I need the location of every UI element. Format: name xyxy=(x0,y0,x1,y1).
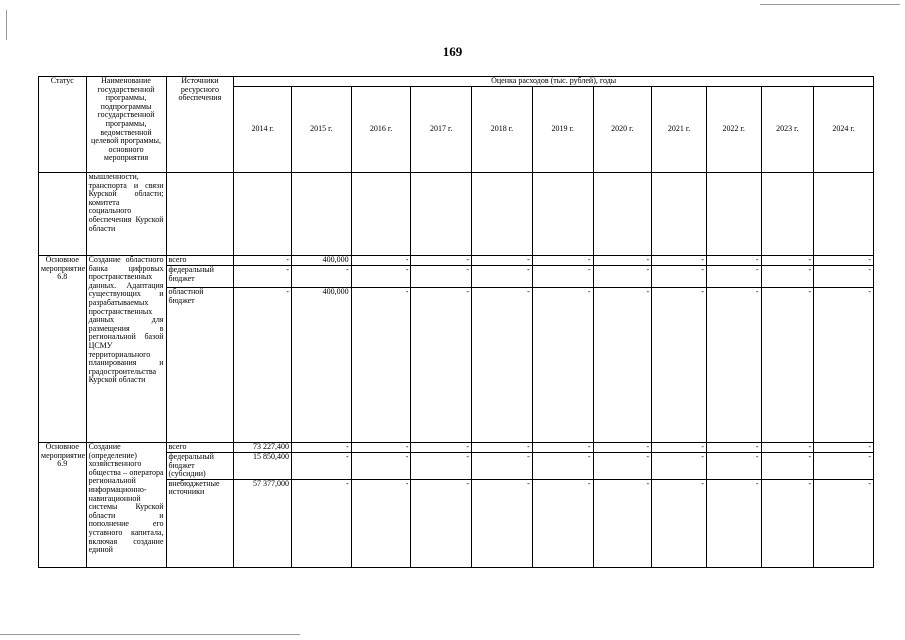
amount-cell: - xyxy=(351,443,411,453)
amount-cell: - xyxy=(593,288,652,443)
amount-cell: 400,000 xyxy=(291,256,351,266)
amount-cell: - xyxy=(593,479,652,567)
amount-cell: - xyxy=(532,288,593,443)
amount-cell: - xyxy=(351,479,411,567)
amount-cell: - xyxy=(761,266,814,288)
amount-cell: - xyxy=(706,443,761,453)
amount-cell: 73 227,400 xyxy=(234,443,292,453)
amount-cell: - xyxy=(411,443,472,453)
amount-cell: - xyxy=(814,266,874,288)
amount-cell: - xyxy=(351,256,411,266)
header-status: Статус xyxy=(39,77,87,173)
header-sources: Источники ресурсного обеспечения xyxy=(166,77,234,173)
amount-cell: - xyxy=(652,453,707,480)
amount-cell: - xyxy=(706,266,761,288)
amount-cell: - xyxy=(291,479,351,567)
scan-artifact-top xyxy=(760,4,900,5)
amount-cell: - xyxy=(706,479,761,567)
header-year: 2021 г. xyxy=(652,87,707,173)
amount-cell: 400,000 xyxy=(291,288,351,443)
amount-cell: - xyxy=(351,266,411,288)
amount-cell: - xyxy=(291,443,351,453)
table-row xyxy=(39,256,874,266)
funding-source: федеральный бюджет (субсидии) xyxy=(166,453,234,480)
amount-cell: - xyxy=(532,453,593,480)
amount-cell: - xyxy=(593,453,652,480)
funding-source: внебюджетные источники xyxy=(166,479,234,567)
continuation-name: мышленности, транспорта и связи Курской области; комитета социального обеспечения Курской области xyxy=(86,173,166,256)
amount-cell: - xyxy=(351,288,411,443)
header-year: 2024 г. xyxy=(814,87,874,173)
amount-cell: - xyxy=(532,479,593,567)
amount-cell: - xyxy=(472,256,533,266)
amount-cell: - xyxy=(532,256,593,266)
funding-source: областной бюджет xyxy=(166,288,234,443)
amount-cell: - xyxy=(411,288,472,443)
amount-cell: - xyxy=(593,443,652,453)
funding-source: всего xyxy=(166,443,234,453)
amount-cell: - xyxy=(472,288,533,443)
header-year: 2018 г. xyxy=(472,87,533,173)
amount-cell: - xyxy=(593,266,652,288)
budget-table xyxy=(38,76,874,568)
amount-cell: - xyxy=(706,453,761,480)
amount-cell: - xyxy=(706,288,761,443)
amount-cell: - xyxy=(652,266,707,288)
amount-cell: - xyxy=(706,256,761,266)
amount-cell: - xyxy=(411,479,472,567)
amount-cell: - xyxy=(814,256,874,266)
amount-cell: - xyxy=(761,256,814,266)
table-row xyxy=(39,443,874,453)
amount-cell: - xyxy=(761,288,814,443)
amount-cell: - xyxy=(411,266,472,288)
amount-cell: - xyxy=(814,479,874,567)
continuation-status xyxy=(39,173,87,256)
header-year: 2015 г. xyxy=(291,87,351,173)
amount-cell: - xyxy=(593,256,652,266)
amount-cell: - xyxy=(652,288,707,443)
header-estimate: Оценка расходов (тыс. рублей), годы xyxy=(234,77,874,87)
scan-artifact-bottom xyxy=(0,634,300,635)
header-year: 2019 г. xyxy=(532,87,593,173)
amount-cell: - xyxy=(814,443,874,453)
amount-cell: - xyxy=(234,266,292,288)
amount-cell: 57 377,000 xyxy=(234,479,292,567)
group-status: Основное мероприятие 6.8 xyxy=(39,256,87,443)
funding-source: федеральный бюджет xyxy=(166,266,234,288)
amount-cell: 15 850,400 xyxy=(234,453,292,480)
continuation-source xyxy=(166,173,234,256)
header-year: 2014 г. xyxy=(234,87,292,173)
continuation-row xyxy=(39,173,874,256)
scan-artifact-left xyxy=(6,10,7,40)
amount-cell: - xyxy=(814,453,874,480)
amount-cell: - xyxy=(472,479,533,567)
amount-cell: - xyxy=(291,453,351,480)
amount-cell: - xyxy=(532,266,593,288)
amount-cell: - xyxy=(351,453,411,480)
amount-cell: - xyxy=(291,266,351,288)
group-status: Основное мероприятие 6.9 xyxy=(39,443,87,568)
amount-cell: - xyxy=(411,256,472,266)
page-number: 169 xyxy=(442,44,463,59)
amount-cell: - xyxy=(472,266,533,288)
amount-cell: - xyxy=(761,443,814,453)
funding-source: всего xyxy=(166,256,234,266)
amount-cell: - xyxy=(761,453,814,480)
amount-cell: - xyxy=(234,256,292,266)
amount-cell: - xyxy=(761,479,814,567)
header-year: 2017 г. xyxy=(411,87,472,173)
header-name: Наименование государственной программы, подпрограммы государственной программы, ведомственной целевой программы, основного мероприятия xyxy=(86,77,166,173)
amount-cell: - xyxy=(652,443,707,453)
amount-cell: - xyxy=(234,288,292,443)
header-year: 2020 г. xyxy=(593,87,652,173)
header-year: 2023 г. xyxy=(761,87,814,173)
amount-cell: - xyxy=(472,453,533,480)
group-name: Создание областного банка цифровых пространственных данных. Адаптация существующих и разрабатываемых пространственных данных для размещения в региональной базой ЦСМУ территориального планирования и градостроительства Курской области xyxy=(86,256,166,443)
amount-cell: - xyxy=(472,443,533,453)
header-year: 2016 г. xyxy=(351,87,411,173)
header-year: 2022 г. xyxy=(706,87,761,173)
amount-cell: - xyxy=(814,288,874,443)
amount-cell: - xyxy=(652,479,707,567)
amount-cell: - xyxy=(532,443,593,453)
amount-cell: - xyxy=(411,453,472,480)
group-name: Создание (определение) хозяйственного общества – оператора региональной информационно-навигационной системы Курской области и пополнение его уставного капитала, включая создание единой xyxy=(86,443,166,568)
amount-cell: - xyxy=(652,256,707,266)
